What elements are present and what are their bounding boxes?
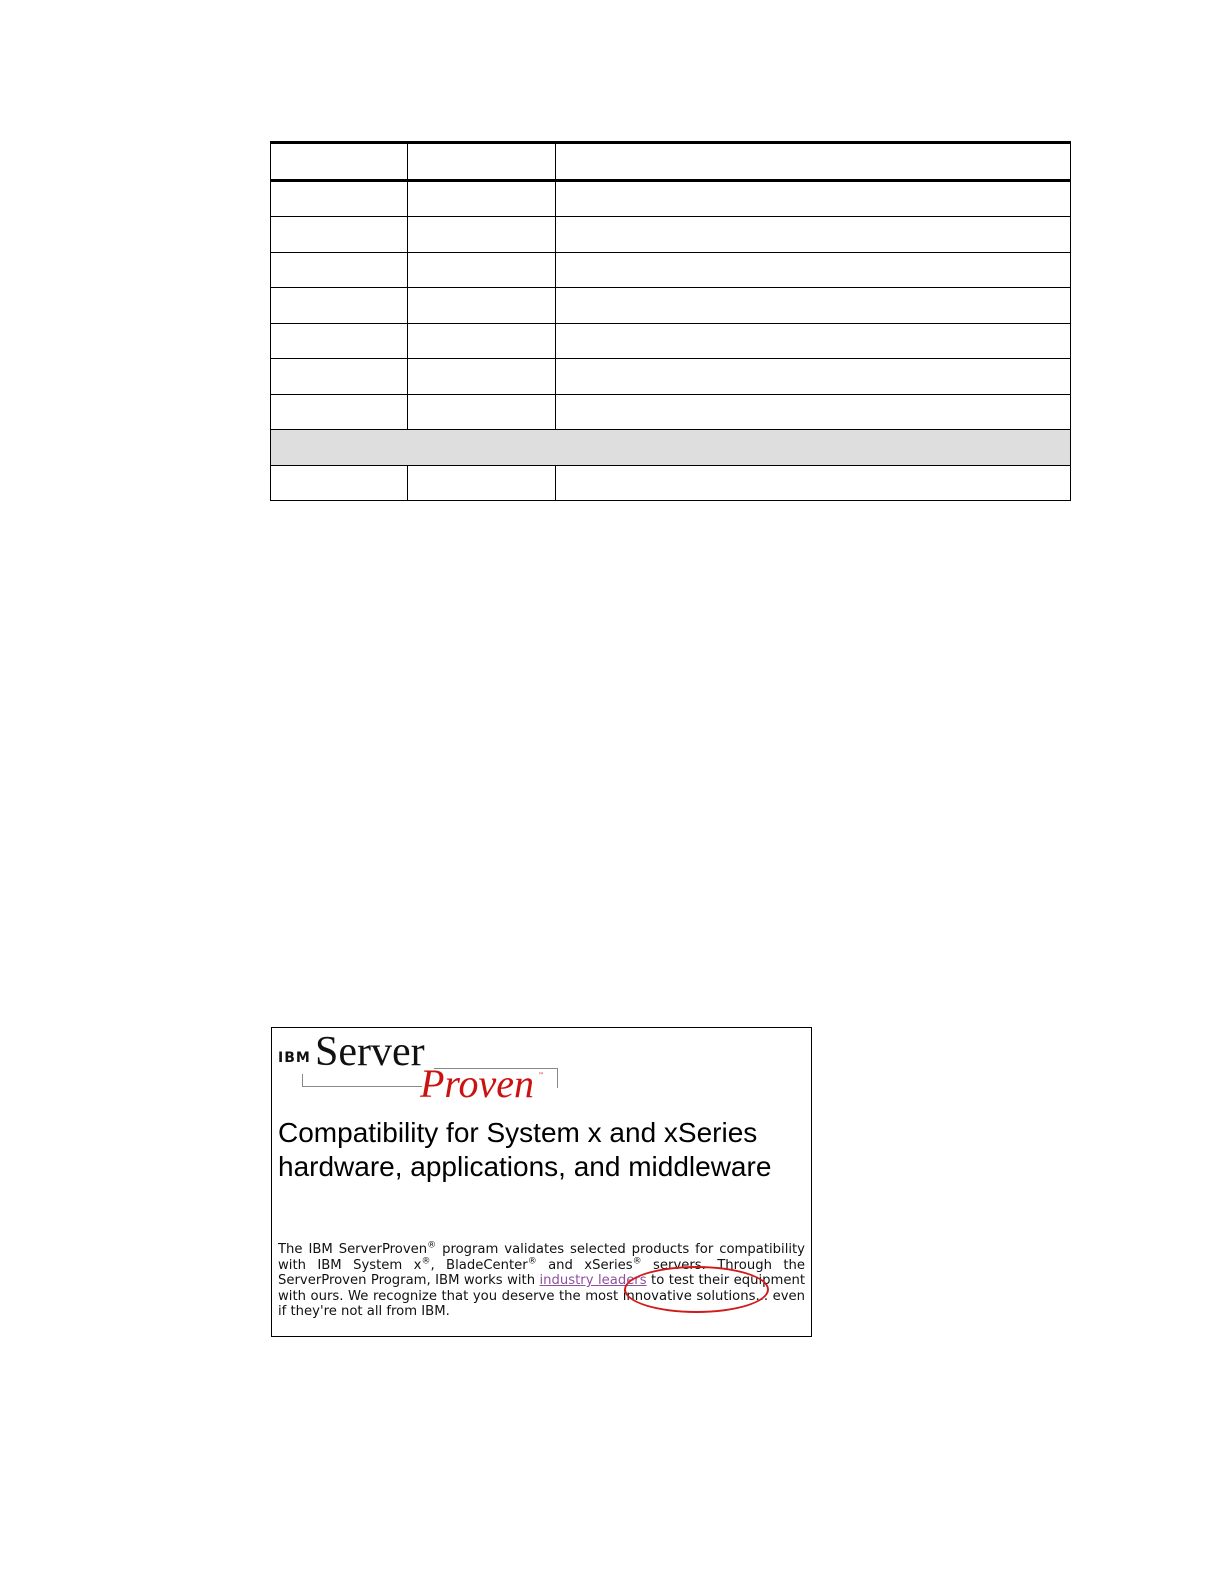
body-text: , BladeCenter xyxy=(430,1257,528,1273)
table-cell xyxy=(408,217,556,253)
registered-mark: ® xyxy=(427,1240,437,1251)
table-cell xyxy=(271,359,408,395)
table-row xyxy=(271,359,1071,395)
intro-paragraph xyxy=(278,1242,805,1320)
table-cell xyxy=(408,359,556,395)
table-row xyxy=(271,394,1071,430)
serverproven-screenshot xyxy=(271,1027,812,1337)
table-cell xyxy=(556,323,1071,359)
table-group-cell xyxy=(271,430,1071,466)
table-row xyxy=(271,180,1071,217)
table-row xyxy=(271,288,1071,324)
table-cell xyxy=(271,252,408,288)
table-row xyxy=(271,252,1071,288)
registered-mark: ® xyxy=(632,1256,642,1267)
table-cell xyxy=(556,465,1071,501)
data-table xyxy=(270,141,1071,501)
table-row xyxy=(271,217,1071,253)
table-cell xyxy=(556,394,1071,430)
logo-rule xyxy=(302,1074,303,1086)
table-cell xyxy=(556,288,1071,324)
logo-ibm-text: IBM xyxy=(278,1050,311,1066)
table-cell xyxy=(271,217,408,253)
table-cell xyxy=(271,180,408,217)
registered-mark: ® xyxy=(421,1256,431,1267)
table-row xyxy=(271,465,1071,501)
logo-rule xyxy=(302,1086,422,1087)
logo-server-text: Server xyxy=(315,1029,425,1075)
table-cell xyxy=(408,288,556,324)
body-text: and xSeries xyxy=(536,1257,633,1273)
page-title: Compatibility for System x and xSeries hardware, applications, and middleware xyxy=(278,1117,772,1182)
body-text: The IBM ServerProven xyxy=(278,1242,428,1257)
table-cell xyxy=(556,252,1071,288)
logo-trademark: ™ xyxy=(538,1072,544,1079)
table-cell xyxy=(271,394,408,430)
table-cell xyxy=(556,359,1071,395)
table-group-row xyxy=(271,430,1071,466)
table-cell xyxy=(556,180,1071,217)
registered-mark: ® xyxy=(527,1256,537,1267)
industry-leaders-link[interactable]: industry leaders xyxy=(539,1273,647,1289)
body-text: program validates selected products for compatibility with IBM System x xyxy=(278,1242,805,1273)
table-cell xyxy=(271,288,408,324)
table-cell xyxy=(408,394,556,430)
table-cell xyxy=(271,465,408,501)
serverproven-logo xyxy=(272,1028,572,1108)
table-cell xyxy=(408,252,556,288)
table-header-row xyxy=(271,143,1071,181)
table-cell xyxy=(408,465,556,501)
table-header-cell xyxy=(556,143,1071,181)
body-text: to test their equipment with ours. We recognize that you deserve the most innovative solutions... even if they're not all from IBM. xyxy=(278,1273,805,1320)
table-cell xyxy=(556,217,1071,253)
table-cell xyxy=(408,180,556,217)
table-cell xyxy=(271,323,408,359)
table-header-cell xyxy=(271,143,408,181)
logo-rule xyxy=(434,1068,558,1069)
table-cell xyxy=(408,323,556,359)
body-text: servers. Through the ServerProven Program, IBM works with xyxy=(278,1257,805,1289)
logo-proven-text: Proven xyxy=(420,1061,535,1106)
logo-rule xyxy=(557,1068,558,1088)
table-row xyxy=(271,323,1071,359)
table-header-cell xyxy=(408,143,556,181)
